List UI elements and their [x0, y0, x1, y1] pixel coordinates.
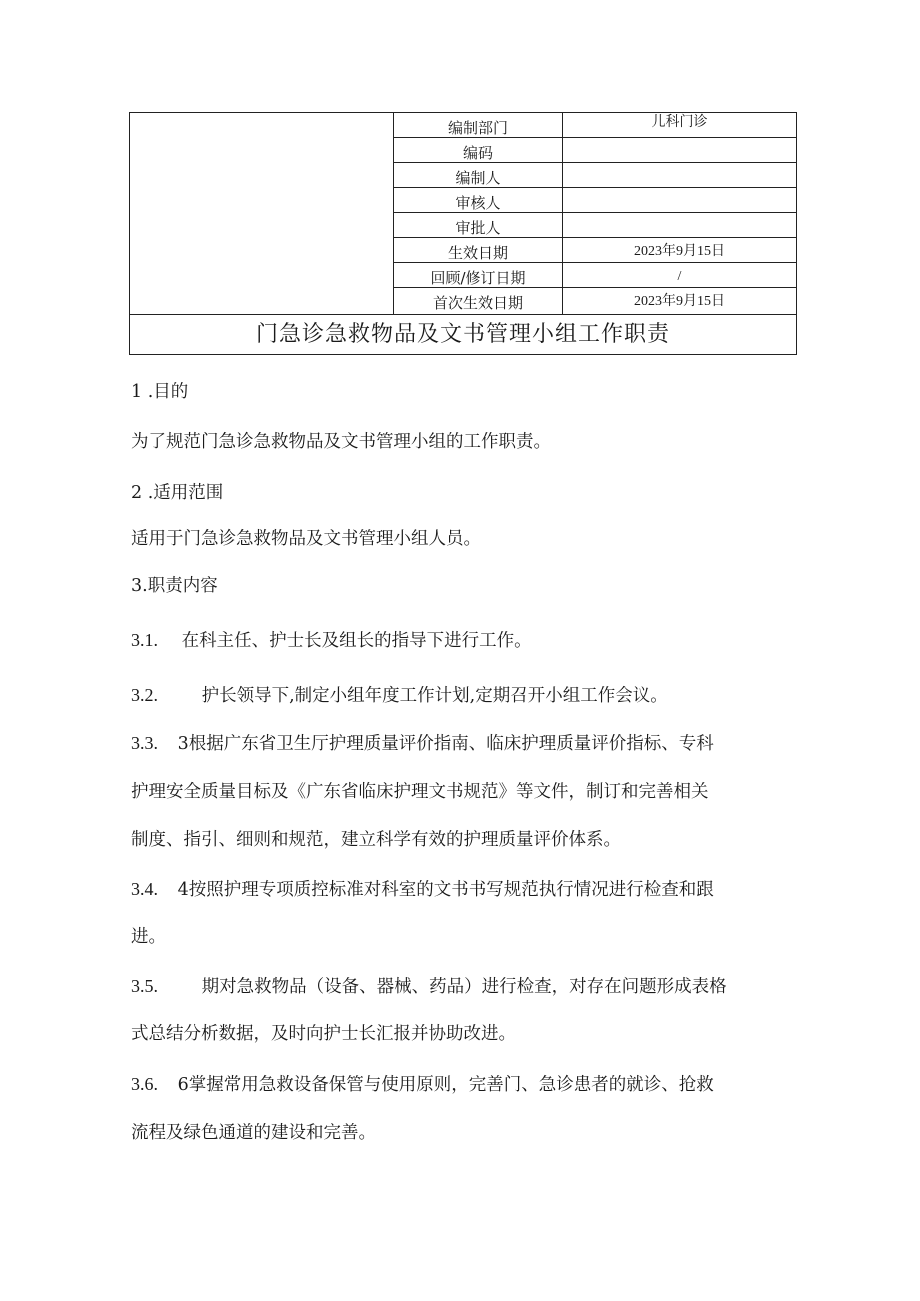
meta-row — [394, 188, 796, 213]
meta-value — [563, 213, 796, 237]
meta-row — [394, 113, 796, 138]
section-1-heading: 1 .目的 — [131, 382, 189, 402]
duty-number: 3.4. — [131, 879, 158, 899]
duty-number: 3.1. — [131, 630, 158, 650]
meta-label: 审核人 — [394, 188, 563, 212]
meta-value: 儿科门诊 — [651, 115, 708, 130]
document-header-table — [129, 112, 797, 355]
duty-item — [131, 973, 727, 998]
duty-text: 期对急救物品（设备、器械、药品）进行检查，对存在问题形成表格 — [201, 977, 727, 997]
meta-value — [563, 138, 796, 162]
duty-number: 3.3. — [131, 733, 158, 753]
meta-value: 2023年9月15日 — [634, 294, 725, 309]
duty-number: 3.6. — [131, 1074, 158, 1094]
section-2-text: 适用于门急诊急救物品及文书管理小组人员。 — [131, 529, 481, 549]
meta-value — [563, 188, 796, 212]
meta-row — [394, 238, 796, 263]
duty-item — [131, 730, 714, 755]
meta-value: / — [677, 269, 682, 284]
meta-row — [394, 138, 796, 163]
meta-row — [394, 163, 796, 188]
section-2-heading: 2 .适用范围 — [131, 483, 224, 503]
meta-label: 生效日期 — [394, 238, 563, 262]
duty-item — [131, 1071, 714, 1096]
duty-text-line: 流程及绿色通道的建设和完善。 — [131, 1123, 376, 1143]
document-title: 门急诊急救物品及文书管理小组工作职责 — [130, 314, 796, 354]
duty-text: 护长领导下,制定小组年度工作计划,定期召开小组工作会议。 — [201, 686, 668, 706]
meta-label: 编码 — [394, 138, 563, 162]
logo-area — [130, 113, 394, 314]
duty-number: 3.2. — [131, 685, 158, 705]
meta-row — [394, 213, 796, 238]
section-1-text: 为了规范门急诊急救物品及文书管理小组的工作职责。 — [131, 432, 551, 452]
meta-label: 审批人 — [394, 213, 563, 237]
duty-number: 3.5. — [131, 976, 158, 996]
duty-text-line: 进。 — [131, 927, 166, 947]
meta-label: 编制人 — [394, 163, 563, 187]
duty-text: 4按照护理专项质控标准对科室的文书书写规范执行情况进行检查和跟 — [177, 880, 714, 900]
meta-row — [394, 288, 796, 314]
duty-item — [131, 876, 714, 901]
duty-item — [131, 682, 668, 707]
duty-text: 3根据广东省卫生厅护理质量评价指南、临床护理质量评价指标、专科 — [177, 734, 714, 754]
meta-row — [394, 263, 796, 288]
duty-text-line: 式总结分析数据，及时向护士长汇报并协助改进。 — [131, 1024, 516, 1044]
section-3-heading: 3.职责内容 — [131, 576, 218, 596]
duty-text-line: 制度、指引、细则和规范，建立科学有效的护理质量评价体系。 — [131, 830, 621, 850]
duty-text: 6掌握常用急救设备保管与使用原则，完善门、急诊患者的就诊、抢救 — [177, 1075, 714, 1095]
meta-value — [563, 163, 796, 187]
meta-value: 2023年9月15日 — [634, 244, 725, 259]
duty-item — [131, 627, 532, 652]
meta-label: 首次生效日期 — [394, 288, 563, 314]
meta-label: 回顾/修订日期 — [394, 263, 563, 287]
duty-text: 在科主任、护士长及组长的指导下进行工作。 — [181, 631, 532, 651]
meta-grid — [394, 113, 796, 314]
meta-label: 编制部门 — [394, 113, 563, 137]
duty-text-line: 护理安全质量目标及《广东省临床护理文书规范》等文件，制订和完善相关 — [131, 782, 709, 802]
